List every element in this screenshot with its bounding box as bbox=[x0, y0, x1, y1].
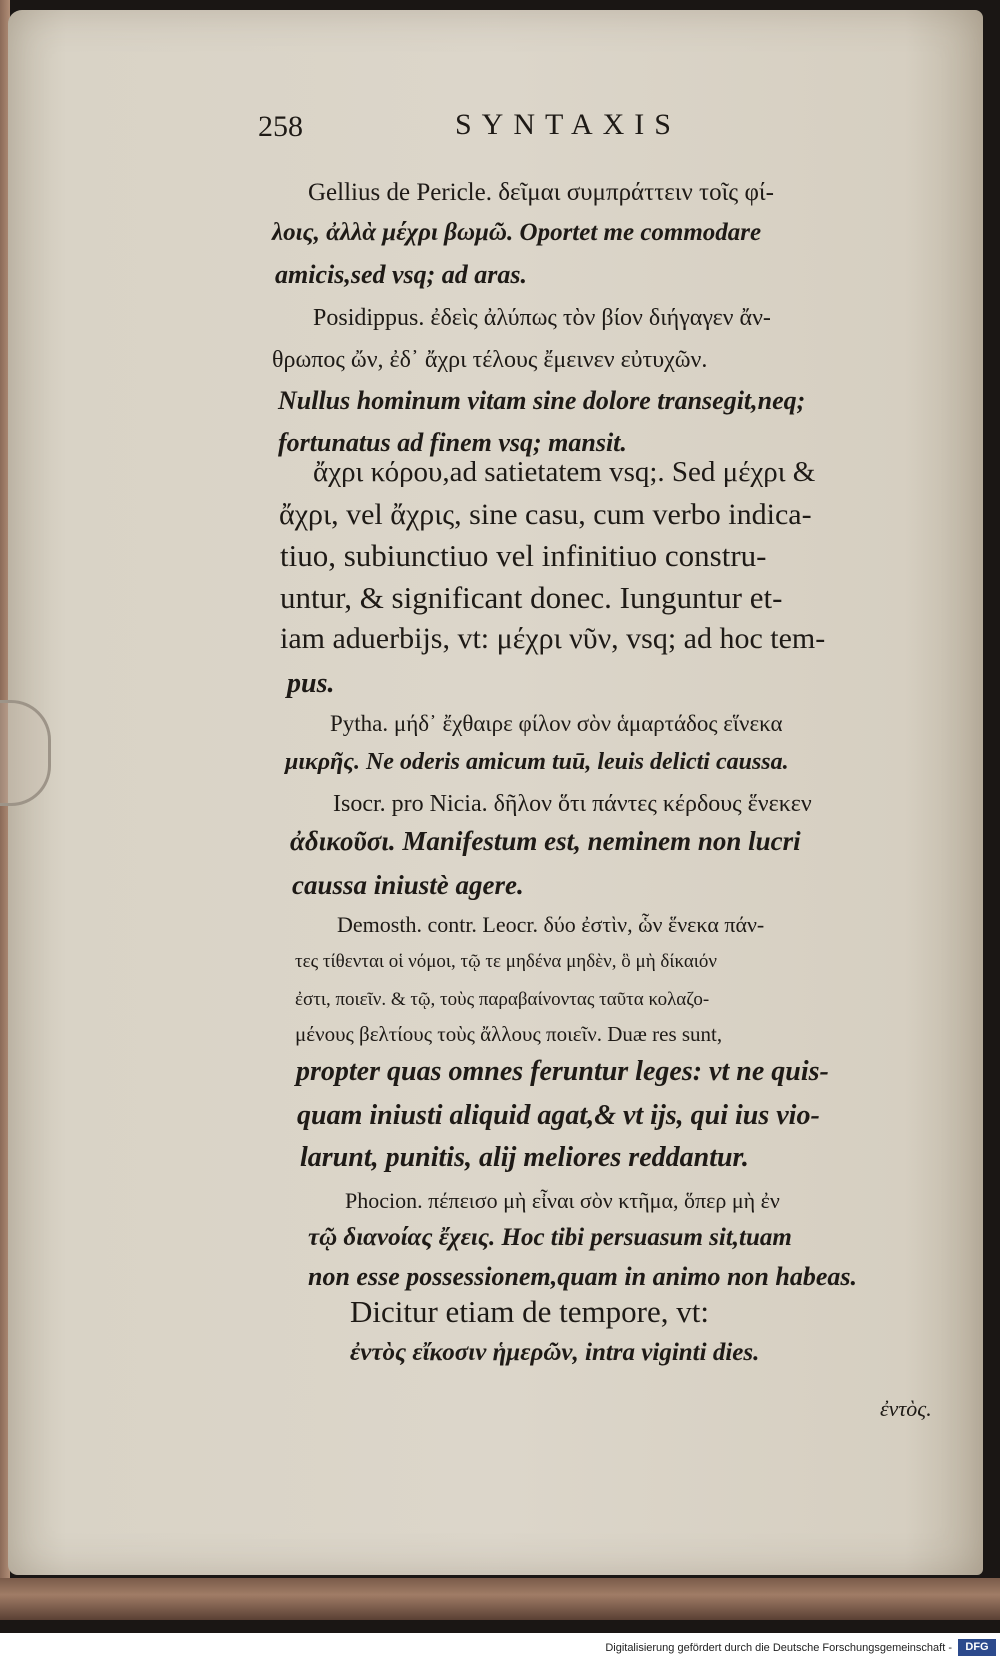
text-line: θρωπος ὤν, ἐδ᾽ ἄχρι τέλους ἔμεινεν εὐτυχῶν. bbox=[272, 347, 708, 373]
text-line: tiuo, subiunctiuo vel infinitiuo constru- bbox=[280, 538, 767, 573]
text-line: amicis,sed vsq; ad aras. bbox=[275, 260, 528, 289]
text-line: Dicitur etiam de tempore, vt: bbox=[350, 1294, 709, 1329]
page-number: 258 bbox=[258, 110, 303, 143]
text-line: iam aduerbijs, vt: μέχρι νῦν, vsq; ad hoc tem- bbox=[280, 622, 826, 655]
text-line: μικρῆς. Ne oderis amicum tuū, leuis delicti caussa. bbox=[285, 749, 789, 775]
text-line: ἄχρι κόρου,ad satietatem vsq;. Sed μέχρι & bbox=[313, 456, 816, 488]
text-line: λοις, ἀλλὰ μέχρι βωμῶ. Oportet me commodare bbox=[272, 219, 762, 246]
text-line: Demosth. contr. Leocr. δύο ἐστὶν, ὧν ἕνεκα πάν- bbox=[337, 912, 765, 937]
text-line: Isocr. pro Nicia. δῆλον ὅτι πάντες κέρδους ἕνεκεν bbox=[333, 791, 812, 817]
text-line: Gellius de Pericle. δεῖμαι συμπράττειν τοῖς φί- bbox=[308, 179, 774, 206]
catchword: ἐντὸς. bbox=[880, 1396, 932, 1421]
text-line: larunt, punitis, alij meliores reddantur. bbox=[300, 1142, 749, 1173]
digitization-footer bbox=[0, 1633, 1000, 1663]
text-line: ἀδικοῦσι. Manifestum est, neminem non lucri bbox=[290, 826, 801, 856]
text-line: fortunatus ad finem vsq; mansit. bbox=[278, 428, 627, 457]
text-line: caussa iniustè agere. bbox=[292, 870, 524, 900]
book-edge-bottom bbox=[0, 1578, 1000, 1620]
text-line: τῷ διανοίας ἔχεις. Hoc tibi persuasum sit,tuam bbox=[308, 1224, 792, 1251]
text-line: Posidippus. ἐδεὶς ἀλύπως τὸν βίον διήγαγεν ἄν- bbox=[313, 305, 771, 331]
text-line: untur, & significant donec. Iunguntur et- bbox=[280, 580, 783, 615]
text-line: ἐστι, ποιεῖν. & τῷ, τοὺς παραβαίνοντας ταῦτα κολαζο- bbox=[295, 989, 710, 1010]
text-line: Nullus hominum vitam sine dolore transegit,neq; bbox=[278, 386, 806, 415]
text-line: ἄχρι, vel ἄχρις, sine casu, cum verbo indica- bbox=[279, 498, 812, 531]
text-line: non esse possessionem,quam in animo non habeas. bbox=[308, 1262, 858, 1291]
text-line: Pytha. μήδ᾽ ἔχθαιρε φίλον σὸν ἁμαρτάδος εἵνεκα bbox=[330, 711, 783, 736]
dfg-logo: DFG bbox=[958, 1639, 996, 1656]
footer-text: Digitalisierung gefördert durch die Deutsche Forschungsgemeinschaft - bbox=[605, 1642, 952, 1654]
text-line: pus. bbox=[287, 668, 335, 699]
running-head: SYNTAXIS bbox=[455, 108, 681, 141]
text-line: μένους βελτίους τοὺς ἄλλους ποιεῖν. Duæ res sunt, bbox=[295, 1022, 723, 1046]
text-line: Phocion. πέπεισο μὴ εἶναι σὸν κτῆμα, ὅπερ μὴ ἐν bbox=[345, 1188, 780, 1213]
text-line: quam iniusti aliquid agat,& vt ijs, qui ius vio- bbox=[297, 1100, 820, 1131]
text-line: τες τίθενται οἱ νόμοι, τῷ τε μηδένα μηδὲν, ὃ μὴ δίκαιόν bbox=[295, 951, 718, 972]
text-line: ἐντὸς εἴκοσιν ἡμερῶν, intra viginti dies. bbox=[350, 1339, 760, 1366]
text-line: propter quas omnes feruntur leges: vt ne quis- bbox=[296, 1056, 829, 1087]
